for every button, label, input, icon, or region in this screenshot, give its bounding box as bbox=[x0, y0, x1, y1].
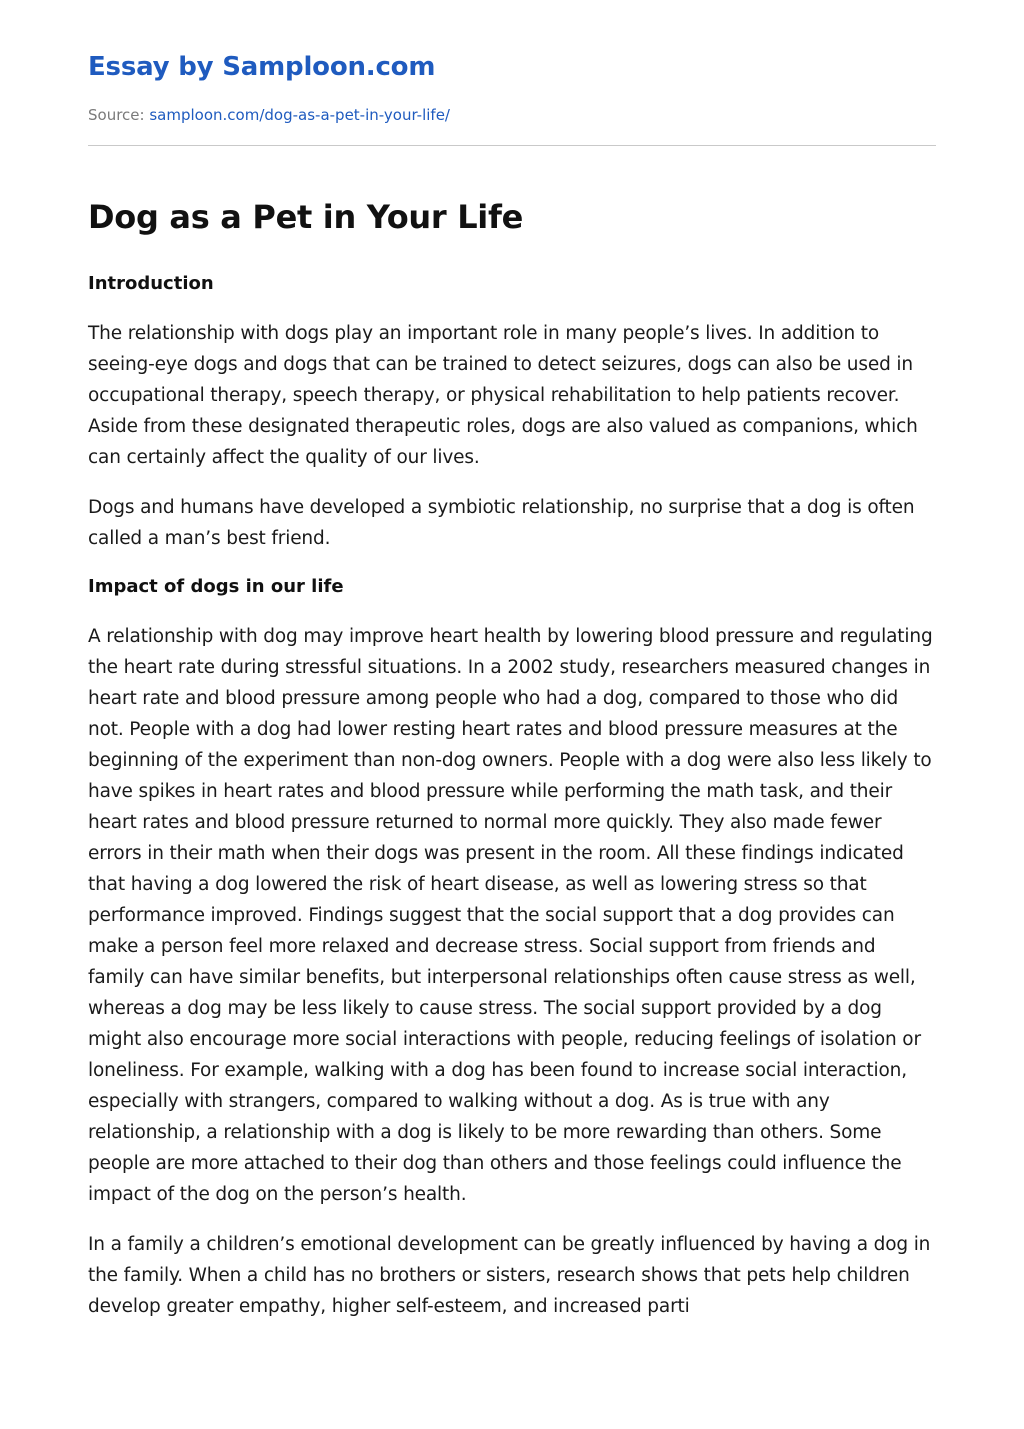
section-heading-introduction: Introduction bbox=[88, 273, 214, 294]
paragraph: The relationship with dogs play an important role in many people’s lives. In addition to seeing-eye dogs and dogs that can be trained to detect seizures, dogs can also be used in occupational therapy, speech therapy, or physical rehabilitation to help patients recover. Aside from these designated therapeutic roles, dogs are also valued as companions, which can certainly affect the quality of our lives. bbox=[88, 323, 918, 468]
paragraph: In a family a children’s emotional development can be greatly influenced by having a dog in the family. When a child has no brothers or sisters, research shows that pets help children develop greater empathy, higher self-esteem, and increased parti bbox=[88, 1234, 931, 1317]
essay-body bbox=[88, 270, 936, 1341]
source-link[interactable]: samploon.com/dog-as-a-pet-in-your-life/ bbox=[149, 106, 450, 124]
section-heading-impact: Impact of dogs in our life bbox=[88, 576, 344, 597]
essay-title: Dog as a Pet in Your Life bbox=[88, 198, 524, 236]
paragraph: A relationship with dog may improve heart health by lowering blood pressure and regulating the heart rate during stressful situations. In a 2002 study, researchers measured changes in heart rate and blood pressure among people who had a dog, compared to those who did not. People with a dog had lower resting heart rates and blood pressure measures at the beginning of the experiment than non-dog owners. People with a dog were also less likely to have spikes in heart rates and blood pressure while performing the math task, and their heart rates and blood pressure returned to normal more quickly. They also made fewer errors in their math when their dogs was present in the room. All these findings indicated that having a dog lowered the risk of heart disease, as well as lowering stress so that performance improved. Findings suggest that the social support that a dog provides can make a person feel more relaxed and decrease stress. Social support from friends and family can have similar benefits, but interpersonal relationships often cause stress as well, whereas a dog may be less likely to cause stress. The social support provided by a dog might also encourage more social interactions with people, reducing feelings of isolation or loneliness. For example, walking with a dog has been found to increase social interaction, especially with strangers, compared to walking without a dog. As is true with any relationship, a relationship with a dog is likely to be more rewarding than others. Some people are more attached to their dog than others and those feelings could influence the impact of the dog on the person’s health. bbox=[88, 626, 933, 1205]
header-divider bbox=[88, 145, 936, 146]
brand-title[interactable]: Essay by Samploon.com bbox=[88, 52, 436, 82]
paragraph: Dogs and humans have developed a symbiotic relationship, no surprise that a dog is often called a man’s best friend. bbox=[88, 497, 915, 549]
source-label: Source: bbox=[88, 106, 145, 124]
source-line bbox=[88, 106, 450, 124]
